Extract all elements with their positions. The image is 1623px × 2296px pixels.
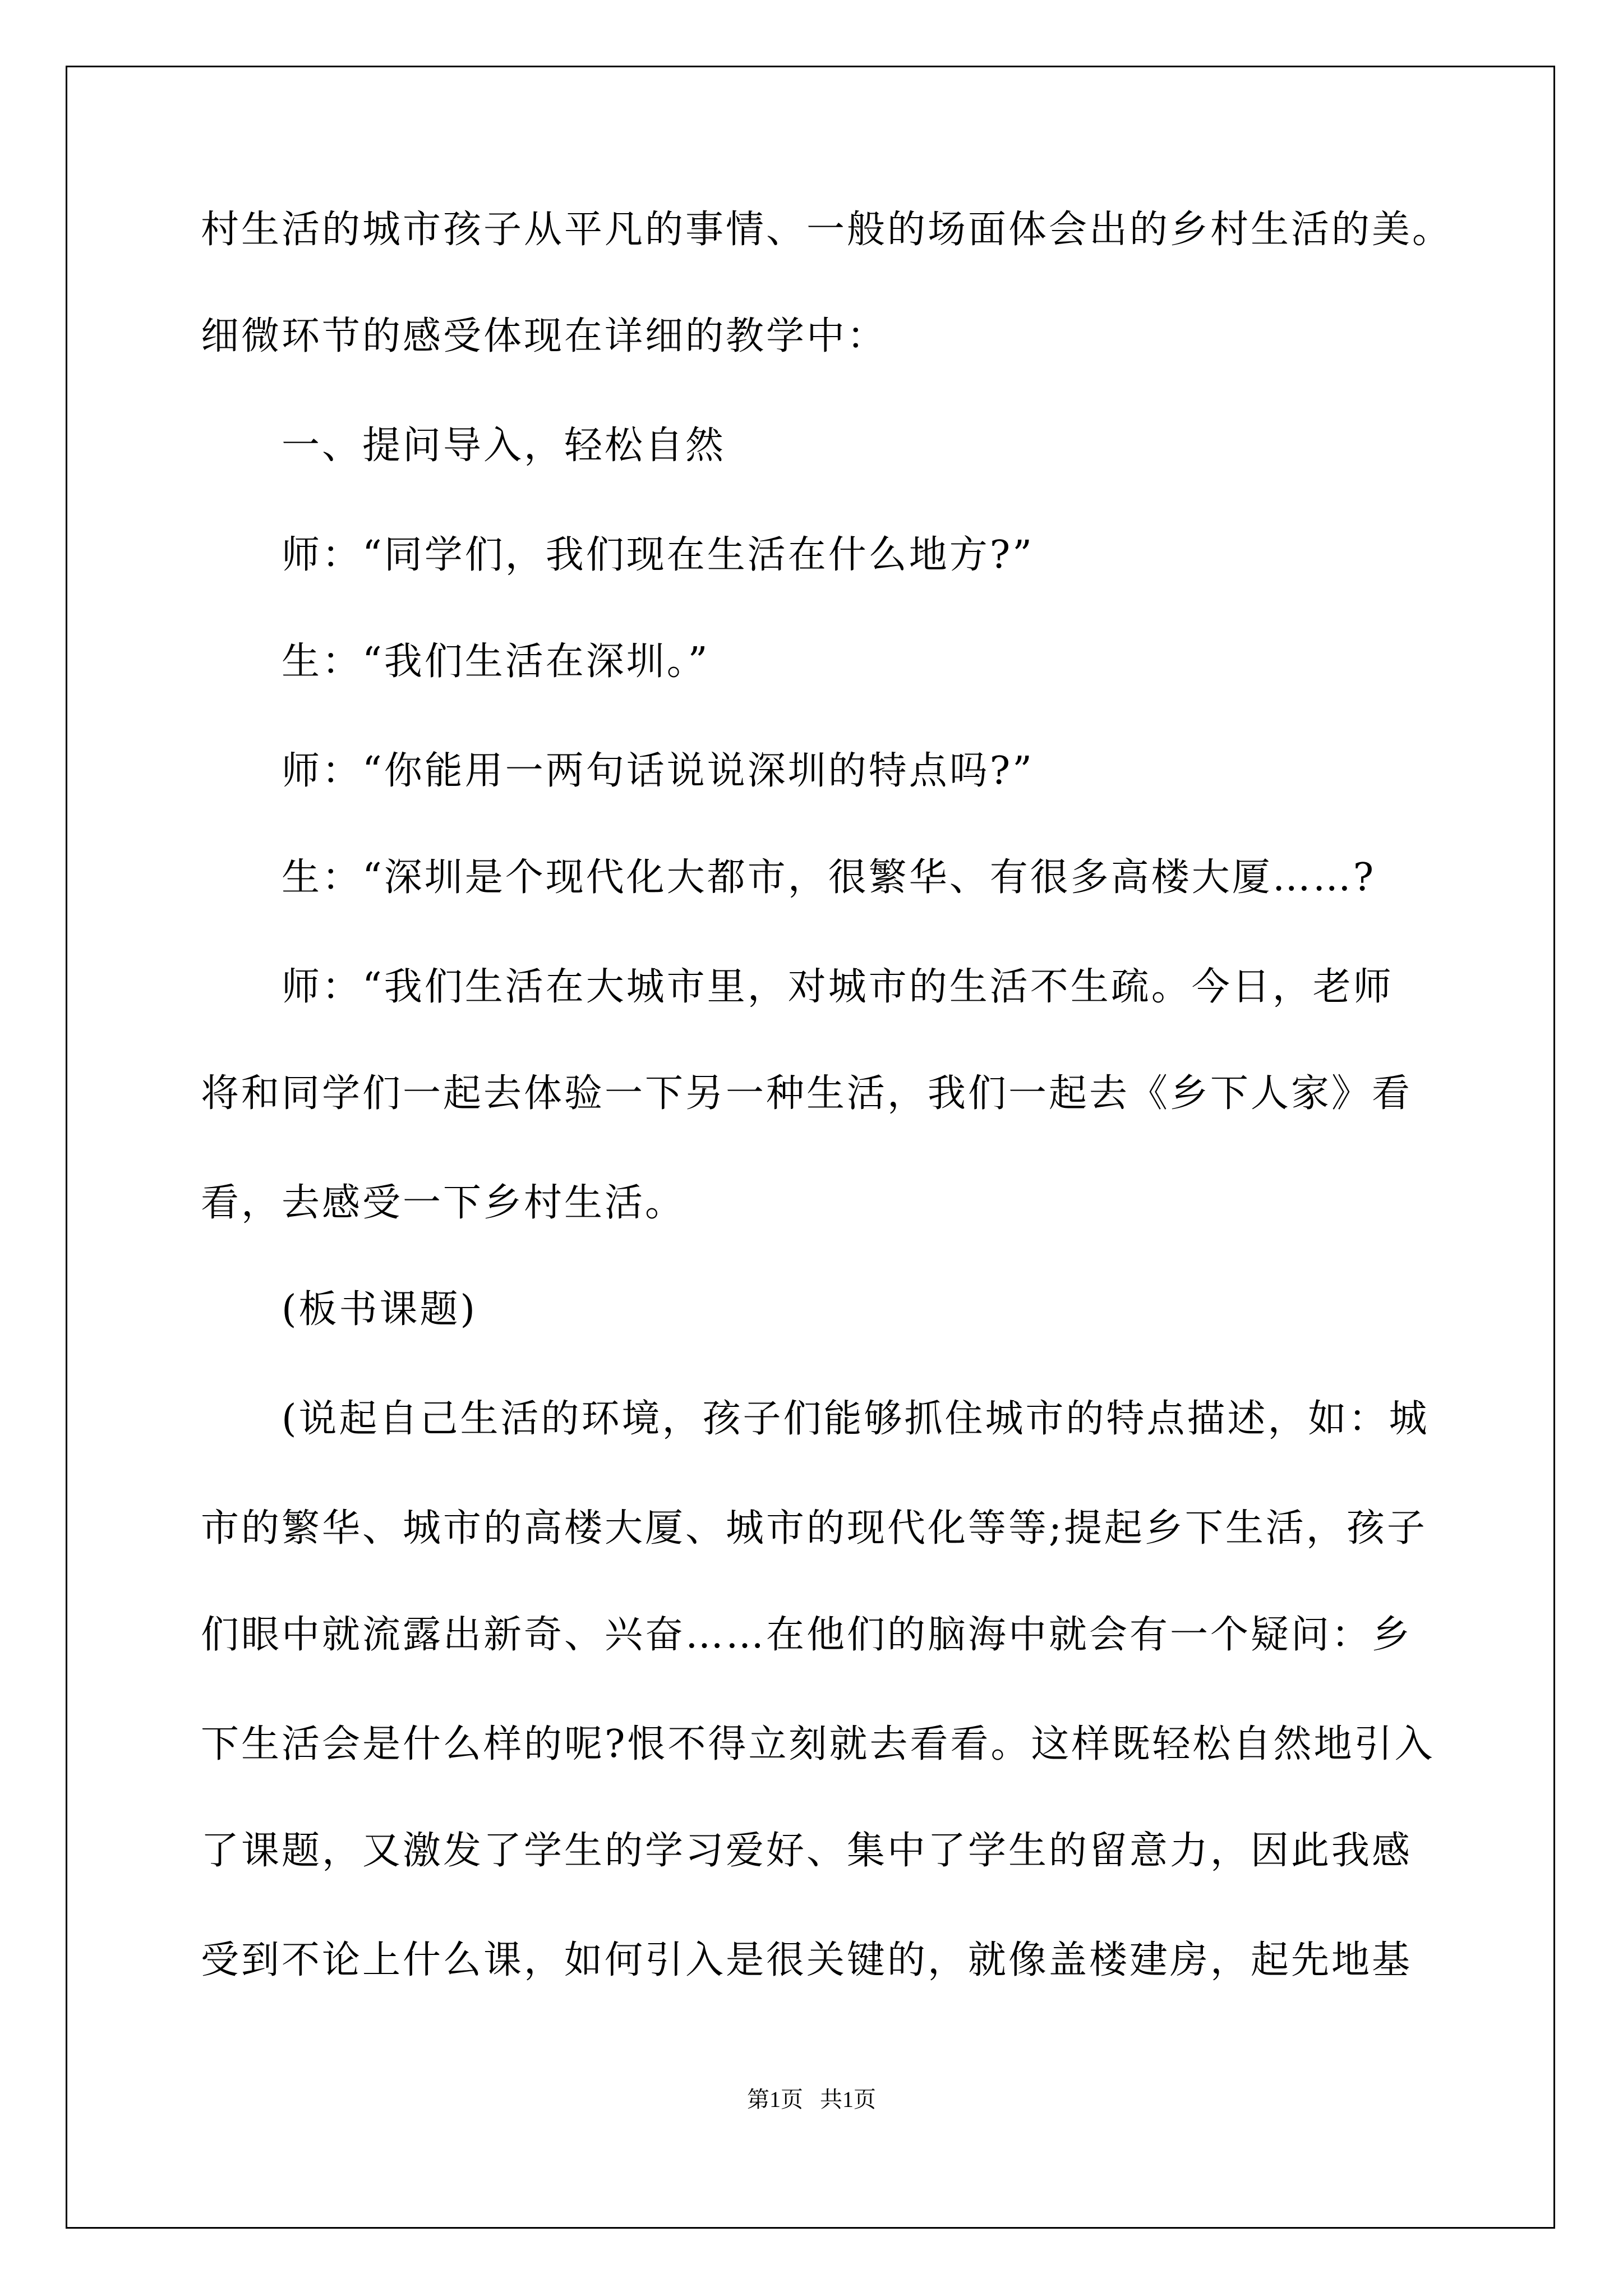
text-line: (板书课题): [201, 1287, 478, 1332]
text-line: 细微环节的感受体现在详细的教学中：: [201, 314, 888, 358]
text-line: 下生活会是什么样的呢?恨不得立刻就去看看。这样既轻松自然地引入: [201, 1722, 1435, 1766]
page-border: [66, 66, 1555, 2229]
text-line: 师：“同学们，我们现在生活在什么地方?”: [201, 533, 1034, 577]
text-line: 了课题，又激发了学生的学习爱好、集中了学生的留意力，因此我感: [201, 1829, 1413, 1873]
page-footer: 第1页 共1页: [747, 2087, 876, 2112]
text-line: 一、提问导入，轻松自然: [201, 424, 726, 468]
text-line: 生：“深圳是个现代化大都市，很繁华、有很多高楼大厦……?: [201, 855, 1376, 900]
text-line: 生：“我们生活在深圳。”: [201, 639, 710, 684]
text-line: 师：“我们生活在大城市里，对城市的生活不生疏。今日，老师: [201, 965, 1394, 1009]
text-line: 受到不论上什么课，如何引入是很关键的，就像盖楼建房，起先地基: [201, 1938, 1413, 1982]
text-line: 看，去感受一下乡村生活。: [201, 1181, 686, 1225]
text-line: 将和同学们一起去体验一下另一种生活，我们一起去《乡下人家》看: [201, 1071, 1413, 1116]
text-line: 师：“你能用一两句话说说深圳的特点吗?”: [201, 749, 1034, 793]
text-line: 们眼中就流露出新奇、兴奋……在他们的脑海中就会有一个疑问：乡: [201, 1613, 1413, 1657]
text-line: 市的繁华、城市的高楼大厦、城市的现代化等等;提起乡下生活，孩子: [201, 1506, 1427, 1550]
text-line: (说起自己生活的环境，孩子们能够抓住城市的特点描述，如：城: [201, 1397, 1430, 1441]
text-line: 村生活的城市孩子从平凡的事情、一般的场面体会出的乡村生活的美。: [201, 208, 1453, 252]
